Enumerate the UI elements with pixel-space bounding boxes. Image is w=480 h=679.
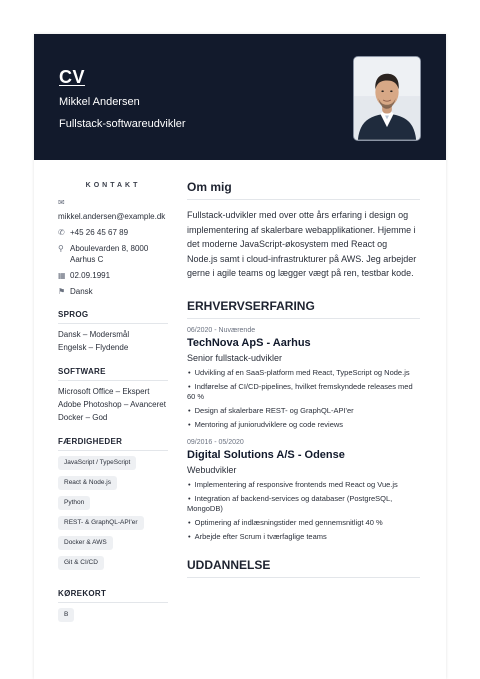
skill-chip: REST- & GraphQL-API'er <box>58 516 144 530</box>
contact-address <box>58 243 168 265</box>
language-item: Dansk – Modersmål <box>58 330 130 339</box>
job-bullet: • Design af skalerbare REST- og GraphQL-API'er <box>188 405 354 415</box>
license-list <box>58 608 168 628</box>
job-entry <box>187 439 420 542</box>
job-date: 09/2016 - 05/2020 <box>187 438 244 446</box>
job-company: TechNova ApS - Aarhus <box>187 336 311 349</box>
job-role: Webudvikler <box>187 464 237 475</box>
email-text: mikkel.andersen@example.dk <box>58 212 166 221</box>
person-name: Mikkel Andersen <box>59 96 140 108</box>
job-bullet: • Arbejde efter Scrum i tværfaglige teams <box>188 531 327 541</box>
license-chip: B <box>58 608 74 622</box>
job-role: Senior fullstack-udvikler <box>187 352 283 363</box>
job-bullet: • Optimering af indlæsningstider med gennemsnitligt 40 % <box>188 517 383 527</box>
address-text: Aboulevarden 8, 8000 Aarhus C <box>70 244 149 264</box>
software-heading: SOFTWARE <box>58 367 168 381</box>
software-item: Docker – God <box>58 413 108 422</box>
location-pin-icon: ⚲ <box>58 244 64 253</box>
birthdate-text: 02.09.1991 <box>70 271 111 280</box>
job-company: Digital Solutions A/S - Odense <box>187 448 345 461</box>
software-item: Adobe Photoshop – Avanceret <box>58 400 166 409</box>
profile-photo <box>353 56 421 141</box>
about-heading: Om mig <box>187 180 420 200</box>
skills-heading: FÆRDIGHEDER <box>58 437 168 451</box>
sidebar <box>58 182 168 628</box>
nationality-text: Dansk <box>70 287 93 296</box>
job-bullets <box>187 480 420 542</box>
contact-heading: KONTAKT <box>85 182 141 189</box>
job-bullet: • Indførelse af CI/CD-pipelines, hvilket fremskyndede releases med 60 % <box>187 381 413 401</box>
envelope-icon: ✉ <box>58 198 65 207</box>
job-bullet: • Mentoring af juniorudviklere og code reviews <box>188 419 344 429</box>
language-item: Engelsk – Flydende <box>58 343 129 352</box>
job-bullet: • Implementering af responsive frontends med React og Vue.js <box>188 479 398 489</box>
languages-heading: SPROG <box>58 310 168 324</box>
contact-birthdate <box>58 270 168 281</box>
profile-photo-image <box>354 57 420 140</box>
contact-phone <box>58 227 168 238</box>
skill-chip: React & Node.js <box>58 476 117 490</box>
cv-header <box>34 34 446 160</box>
skills-list <box>58 456 168 576</box>
job-date: 06/2020 - Nuværende <box>187 326 256 334</box>
main-content <box>187 180 420 586</box>
about-text: Fullstack-udvikler med over otte års erfaring i design og implementering af skalerbare webapplikationer. Hjemme i det moderne JavaScript-økosystem med React og Node.js samt i cloud-infrastrukturer på AWS. Jeg arbejder gerne i agile teams og lægger vægt på ren, testbar kode. <box>187 210 417 278</box>
job-bullets <box>187 368 420 430</box>
contact-email <box>58 197 168 222</box>
phone-text: +45 26 45 67 89 <box>70 228 129 237</box>
phone-icon: ✆ <box>58 228 65 237</box>
software-item: Microsoft Office – Ekspert <box>58 387 150 396</box>
skill-chip: Docker & AWS <box>58 536 113 550</box>
skill-chip: JavaScript / TypeScript <box>58 456 136 470</box>
job-bullet: • Integration af backend-services og databaser (PostgreSQL, MongoDB) <box>187 493 393 513</box>
education-heading: UDDANNELSE <box>187 558 420 578</box>
cv-title: CV <box>59 67 86 87</box>
skill-chip: Python <box>58 496 90 510</box>
job-bullet: • Udvikling af en SaaS-platform med React, TypeScript og Node.js <box>188 367 410 377</box>
experience-heading: ERHVERVSERFARING <box>187 299 420 319</box>
calendar-icon: ▦ <box>58 271 66 280</box>
flag-icon: ⚑ <box>58 287 66 296</box>
cv-page <box>34 34 446 679</box>
contact-nationality <box>58 286 168 297</box>
license-heading: KØREKORT <box>58 589 168 603</box>
skill-chip: Git & CI/CD <box>58 556 104 570</box>
person-job-title: Fullstack-softwareudvikler <box>59 118 186 130</box>
job-entry <box>187 327 420 430</box>
